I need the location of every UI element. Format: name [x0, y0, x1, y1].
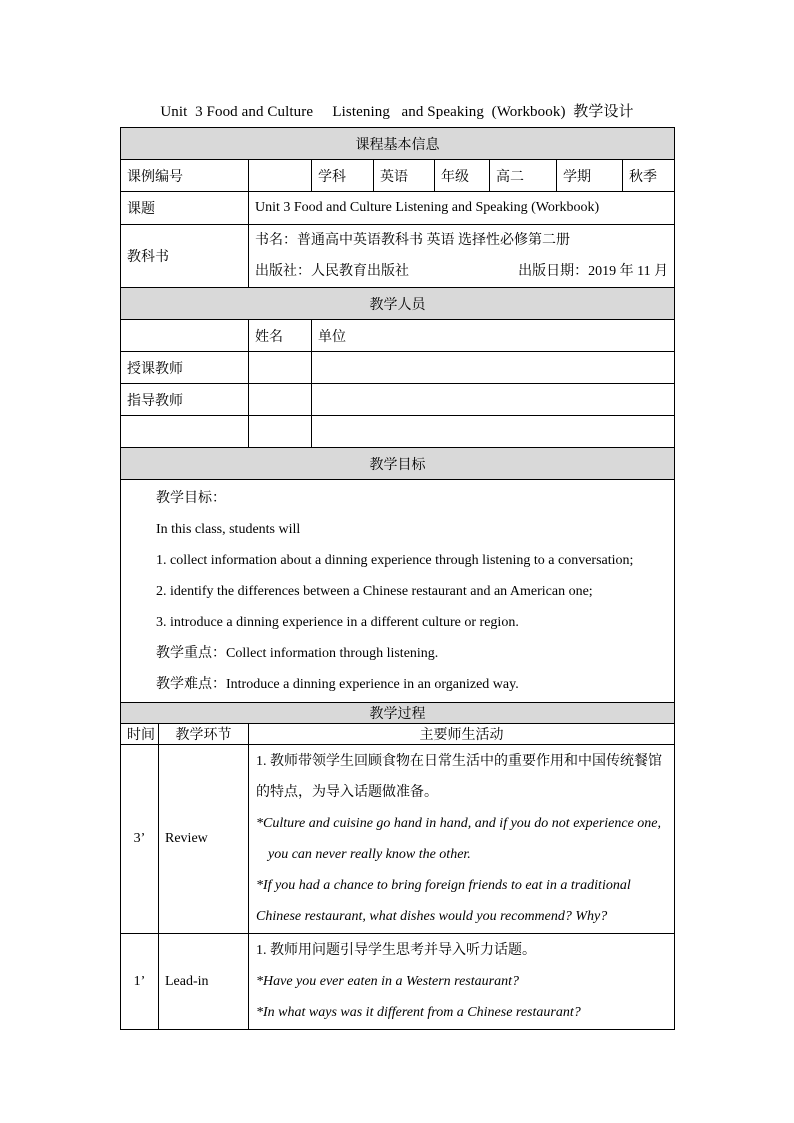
objectives-line: 1. collect information about a dinning experience through listening to a conversation; — [156, 553, 634, 568]
process-row-activity — [249, 934, 675, 1030]
document-title: Unit 3 Food and Culture Listening and Speaking (Workbook) 教学设计 — [160, 104, 634, 120]
lecturer-name — [249, 352, 312, 384]
objectives-line: 3. introduce a dinning experience in a different culture or region. — [156, 615, 519, 630]
process-stage-header: 教学环节 — [159, 724, 249, 745]
difficult-point-line: 教学难点：Introduce a dinning experience in an organized way. — [156, 677, 519, 692]
publisher: 出版社：人民教育出版社 — [255, 264, 409, 279]
topic-label: 课题 — [121, 192, 249, 225]
objectives-line: 教学目标： — [156, 491, 226, 506]
process-row-time: 1’ — [121, 934, 159, 1030]
activity-line: 1. 教师带领学生回顾食物在日常生活中的重要作用和中国传统餐馆 — [256, 754, 662, 769]
staff-name-header: 姓名 — [249, 320, 312, 352]
objectives-body — [121, 480, 675, 703]
activity-question: Chinese restaurant, what dishes would you recommend? Why? — [256, 909, 608, 924]
lecturer-unit — [312, 352, 675, 384]
objectives-header: 教学目标 — [121, 448, 675, 480]
subject-label: 学科 — [312, 160, 374, 192]
lecturer-label: 授课教师 — [121, 352, 249, 384]
lesson-plan-table — [120, 127, 675, 1030]
activity-question: *If you had a chance to bring foreign friends to eat in a traditional — [256, 878, 631, 893]
instructor-name — [249, 384, 312, 416]
activity-question: *Have you ever eaten in a Western restaurant? — [256, 974, 519, 989]
process-time-header: 时间 — [121, 724, 159, 745]
staff-role-header — [121, 320, 249, 352]
publication-date: 出版日期：2019 年 11 月 — [518, 264, 669, 279]
instructor-unit — [312, 384, 675, 416]
case-number-label: 课例编号 — [121, 160, 249, 192]
textbook-info — [249, 225, 675, 288]
activity-question: you can never really know the other. — [268, 847, 471, 862]
process-row-stage: Lead-in — [159, 934, 249, 1030]
process-activity-header: 主要师生活动 — [249, 724, 675, 745]
basic-info-header: 课程基本信息 — [121, 128, 675, 160]
activity-question: *Culture and cuisine go hand in hand, and if you do not experience one, — [256, 816, 662, 831]
activity-question: *In what ways was it different from a Chinese restaurant? — [256, 1005, 581, 1020]
grade-value: 高二 — [490, 160, 557, 192]
term-label: 学期 — [557, 160, 623, 192]
process-row-stage: Review — [159, 745, 249, 934]
topic-value: Unit 3 Food and Culture Listening and Speaking (Workbook) — [249, 192, 675, 225]
staff-extra-role — [121, 416, 249, 448]
staff-unit-header: 单位 — [312, 320, 675, 352]
textbook-label: 教科书 — [121, 225, 249, 288]
staff-header: 教学人员 — [121, 288, 675, 320]
key-point-line: 教学重点：Collect information through listening. — [156, 646, 439, 661]
staff-extra-unit — [312, 416, 675, 448]
case-number-value — [249, 160, 312, 192]
process-row-activity — [249, 745, 675, 934]
textbook-name: 书名：普通高中英语教科书 英语 选择性必修第二册 — [255, 233, 570, 248]
instructor-label: 指导教师 — [121, 384, 249, 416]
activity-line: 的特点，为导入话题做准备。 — [256, 785, 438, 800]
process-header: 教学过程 — [121, 703, 675, 724]
staff-extra-name — [249, 416, 312, 448]
process-row-time: 3’ — [121, 745, 159, 934]
publisher-line — [255, 256, 668, 287]
objectives-line: In this class, students will — [156, 522, 301, 537]
term-value: 秋季 — [623, 160, 675, 192]
objectives-line: 2. identify the differences between a Chinese restaurant and an American one; — [156, 584, 593, 599]
activity-line: 1. 教师用问题引导学生思考并导入听力话题。 — [256, 943, 536, 958]
grade-label: 年级 — [435, 160, 490, 192]
subject-value: 英语 — [374, 160, 435, 192]
